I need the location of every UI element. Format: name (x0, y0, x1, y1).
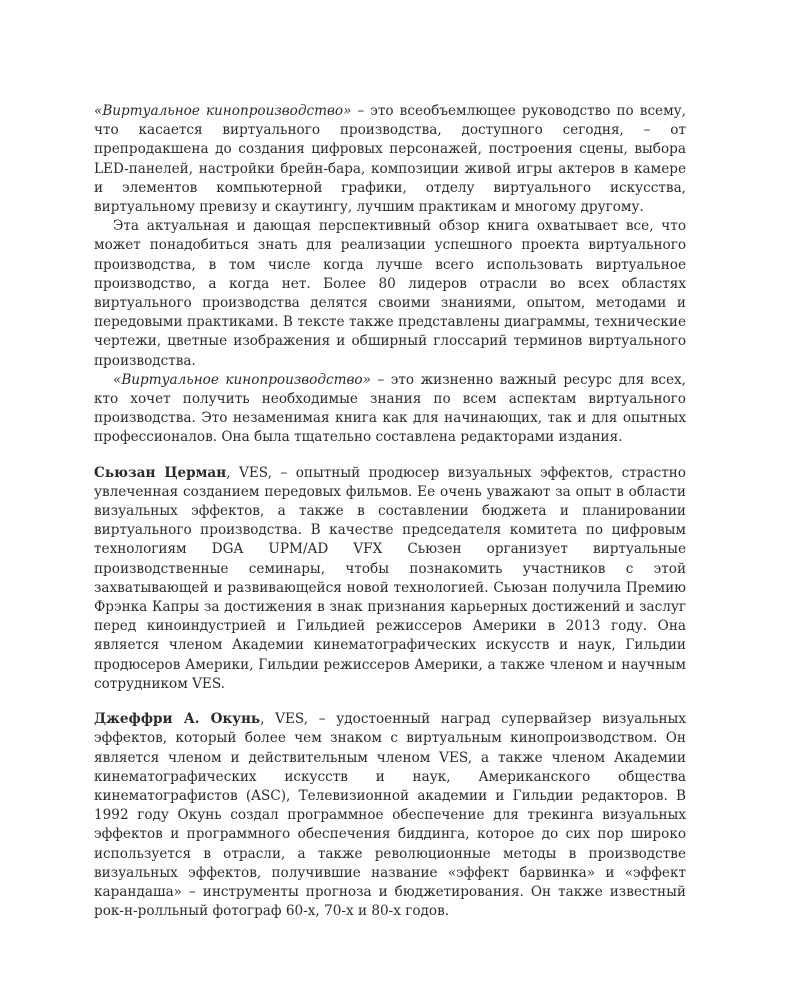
author-bio-1 (94, 464, 686, 694)
book-title-italic: «Виртуальное кинопроизводство» (94, 103, 352, 119)
description-paragraph-1 (94, 102, 686, 217)
description-paragraph-2 (94, 217, 686, 371)
section-spacer (94, 448, 686, 464)
author-bio-text: , VES, – опытный продюсер визуальных эффектов, страстно увлеченная созданием передовых фильмов. Ее очень уважают за опыт в области визуальных эффектов, а также в составлении бюджета и планировании виртуального производства. В качестве председателя комитета по цифровым технологиям DGA UPM/AD VFX Сьюзен организует виртуальные производственные семинары, чтобы познакомить участников с этой захватывающей и развивающейся новой технологией. Сьюзан получила Премию Фрэнка Капры за достижения в знак признания карьерных достижений и заслуг перед киноиндустрией и Гильдией режиссеров Америки в 2013 году. Она является членом Академии кинематографических искусств и наук, Гильдии продюсеров Америки, Гильдии режиссеров Америки, а также членом и научным сотрудником VES. (94, 464, 686, 692)
description-paragraph-3 (94, 371, 686, 448)
author-name: Сьюзан Церман (94, 464, 227, 481)
section-spacer (94, 694, 686, 710)
author-name: Джеффри А. Окунь (94, 711, 261, 728)
back-cover-text (94, 102, 686, 921)
author-bio-text: , VES, – удостоенный наград супервайзер визуальных эффектов, который более чем знаком с виртуальным кинопроизводством. Он является членом и действительным членом VES, а также членом Академии кинематографических искусств и наук, Американского общества кинематографистов (ASC), Телевизионной академии и Гильдии редакторов. В 1992 году Окунь создал программное обеспечение для трекинга визуальных эффектов и программного обеспечения биддинга, которое до сих пор широко используется в отрасли, а также революционные методы в производстве визуальных эффектов, получившие название «эффект барвинка» и «эффект карандаша» – инструменты прогноза и бюджетирования. Он также известный рок-н-ролльный фотограф 60-х, 70-х и 80-х годов. (94, 711, 686, 920)
book-title-italic: «Виртуальное кинопроизводство» (113, 371, 371, 388)
paragraph-text: – это всеобъемлющее руководство по всему, что касается виртуального производства, доступного сегодня, – от препродакшена до создания цифровых персонажей, построения сцены, выбора LED-панелей, настройки брейн-бара, композиции живой игры актеров в камере и элементов компьютерной графики, отделу виртуального искусства, виртуальному превизу и скаутингу, лучшим практикам и многому другому. (94, 103, 686, 216)
paragraph-text: Эта актуальная и дающая перспективный обзор книга охватывает все, что может понадобиться знать для реализации успешного проекта виртуального производства, в том числе когда лучше всего использовать виртуальное производство, а когда нет. Более 80 лидеров отрасли во всех областях виртуального производства делятся своими знаниями, опытом, методами и передовыми практиками. В тексте также представлены диаграммы, технические чертежи, цветные изображения и обширный глоссарий терминов виртуального производства. (94, 218, 686, 369)
author-bio-2 (94, 710, 686, 921)
paragraph-text: – это жизненно важный ресурс для всех, кто хочет получить необходимые знания по всем аспектам виртуального производства. Это незаменимая книга как для начинающих, так и для опытных профессионалов. Она была тщательно составлена редакторами издания. (94, 371, 686, 446)
